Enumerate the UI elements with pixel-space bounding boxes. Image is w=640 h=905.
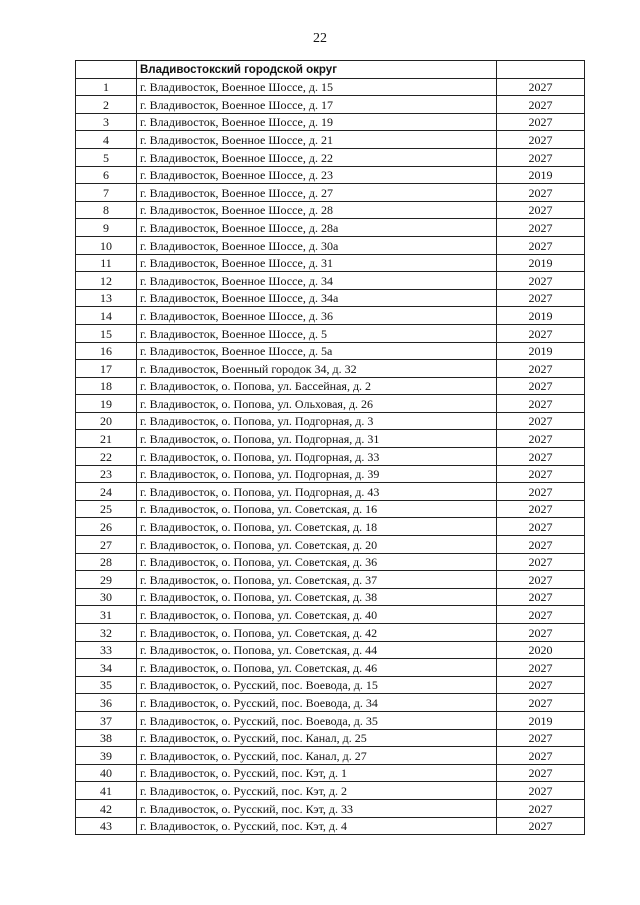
row-number: 31 [76, 606, 137, 624]
row-address: г. Владивосток, Военное Шоссе, д. 15 [137, 78, 497, 96]
row-year: 2027 [497, 764, 585, 782]
table-row [76, 201, 585, 219]
row-year: 2019 [497, 166, 585, 184]
row-number: 1 [76, 78, 137, 96]
table-row [76, 78, 585, 96]
row-address: г. Владивосток, о. Попова, ул. Подгорная, д. 33 [137, 448, 497, 466]
row-year: 2027 [497, 148, 585, 166]
table-row [76, 518, 585, 536]
table-row [76, 254, 585, 272]
row-year: 2019 [497, 711, 585, 729]
table-row [76, 694, 585, 712]
row-number: 16 [76, 342, 137, 360]
row-address: г. Владивосток, о. Попова, ул. Ольховая, д. 26 [137, 395, 497, 413]
row-number: 22 [76, 448, 137, 466]
table-row [76, 465, 585, 483]
row-address: г. Владивосток, о. Попова, ул. Подгорная, д. 31 [137, 430, 497, 448]
row-address: г. Владивосток, о. Попова, ул. Советская, д. 37 [137, 571, 497, 589]
row-number: 27 [76, 536, 137, 554]
table-row [76, 729, 585, 747]
row-number: 20 [76, 412, 137, 430]
row-year: 2027 [497, 659, 585, 677]
row-address: г. Владивосток, о. Попова, ул. Советская, д. 40 [137, 606, 497, 624]
table-row [76, 148, 585, 166]
table-row [76, 395, 585, 413]
row-number: 42 [76, 799, 137, 817]
row-year: 2027 [497, 729, 585, 747]
table-row [76, 588, 585, 606]
row-year: 2027 [497, 588, 585, 606]
row-address: г. Владивосток, о. Попова, ул. Подгорная, д. 43 [137, 483, 497, 501]
row-year: 2027 [497, 184, 585, 202]
table-row [76, 113, 585, 131]
table-row [76, 764, 585, 782]
table-row [76, 166, 585, 184]
row-number: 32 [76, 624, 137, 642]
row-number: 19 [76, 395, 137, 413]
page-number: 22 [313, 31, 327, 46]
row-address: г. Владивосток, Военное Шоссе, д. 22 [137, 148, 497, 166]
table-row [76, 571, 585, 589]
row-address: г. Владивосток, Военное Шоссе, д. 28 [137, 201, 497, 219]
row-address: г. Владивосток, о. Попова, ул. Советская, д. 44 [137, 641, 497, 659]
row-year: 2027 [497, 78, 585, 96]
section-empty-cell [76, 61, 137, 79]
row-number: 9 [76, 219, 137, 237]
row-number: 29 [76, 571, 137, 589]
row-number: 10 [76, 236, 137, 254]
row-number: 11 [76, 254, 137, 272]
row-address: г. Владивосток, о. Русский, пос. Кэт, д. 2 [137, 782, 497, 800]
row-address: г. Владивосток, Военное Шоссе, д. 34 [137, 272, 497, 290]
row-number: 37 [76, 711, 137, 729]
row-number: 23 [76, 465, 137, 483]
row-address: г. Владивосток, о. Попова, ул. Советская, д. 46 [137, 659, 497, 677]
table-row [76, 131, 585, 149]
row-address: г. Владивосток, о. Попова, ул. Бассейная, д. 2 [137, 377, 497, 395]
table-row [76, 747, 585, 765]
row-year: 2027 [497, 395, 585, 413]
table-row [76, 659, 585, 677]
row-year: 2027 [497, 694, 585, 712]
row-number: 3 [76, 113, 137, 131]
row-address: г. Владивосток, Военный городок 34, д. 32 [137, 360, 497, 378]
row-year: 2027 [497, 201, 585, 219]
row-year: 2027 [497, 747, 585, 765]
row-address: г. Владивосток, о. Русский, пос. Канал, д. 27 [137, 747, 497, 765]
row-year: 2027 [497, 676, 585, 694]
table-row [76, 500, 585, 518]
row-year: 2027 [497, 465, 585, 483]
table-row [76, 96, 585, 114]
table-row [76, 184, 585, 202]
row-address: г. Владивосток, Военное Шоссе, д. 5 [137, 324, 497, 342]
row-year: 2027 [497, 131, 585, 149]
row-year: 2027 [497, 96, 585, 114]
row-address: г. Владивосток, о. Попова, ул. Советская, д. 42 [137, 624, 497, 642]
table-row [76, 307, 585, 325]
table-row [76, 430, 585, 448]
row-address: г. Владивосток, Военное Шоссе, д. 5а [137, 342, 497, 360]
row-number: 38 [76, 729, 137, 747]
row-address: г. Владивосток, о. Попова, ул. Советская, д. 38 [137, 588, 497, 606]
table-row [76, 782, 585, 800]
row-address: г. Владивосток, о. Русский, пос. Кэт, д. 33 [137, 799, 497, 817]
row-year: 2027 [497, 360, 585, 378]
row-address: г. Владивосток, о. Русский, пос. Кэт, д. 4 [137, 817, 497, 835]
row-year: 2027 [497, 500, 585, 518]
table-row [76, 641, 585, 659]
row-number: 40 [76, 764, 137, 782]
row-address: г. Владивосток, Военное Шоссе, д. 17 [137, 96, 497, 114]
row-number: 13 [76, 289, 137, 307]
row-number: 25 [76, 500, 137, 518]
row-number: 4 [76, 131, 137, 149]
row-year: 2027 [497, 412, 585, 430]
row-address: г. Владивосток, Военное Шоссе, д. 23 [137, 166, 497, 184]
row-number: 41 [76, 782, 137, 800]
row-number: 14 [76, 307, 137, 325]
row-number: 21 [76, 430, 137, 448]
table-row [76, 412, 585, 430]
row-number: 26 [76, 518, 137, 536]
row-number: 15 [76, 324, 137, 342]
table-row [76, 219, 585, 237]
table-row [76, 624, 585, 642]
row-number: 30 [76, 588, 137, 606]
row-year: 2027 [497, 606, 585, 624]
row-number: 6 [76, 166, 137, 184]
row-year: 2027 [497, 553, 585, 571]
row-address: г. Владивосток, Военное Шоссе, д. 19 [137, 113, 497, 131]
row-number: 5 [76, 148, 137, 166]
row-number: 28 [76, 553, 137, 571]
row-address: г. Владивосток, о. Попова, ул. Советская, д. 18 [137, 518, 497, 536]
row-address: г. Владивосток, о. Русский, пос. Кэт, д. 1 [137, 764, 497, 782]
table-row [76, 676, 585, 694]
row-number: 18 [76, 377, 137, 395]
row-year: 2027 [497, 377, 585, 395]
row-address: г. Владивосток, о. Русский, пос. Воевода, д. 34 [137, 694, 497, 712]
table-row [76, 536, 585, 554]
row-year: 2027 [497, 430, 585, 448]
row-address: г. Владивосток, о. Попова, ул. Советская, д. 36 [137, 553, 497, 571]
row-address: г. Владивосток, Военное Шоссе, д. 36 [137, 307, 497, 325]
row-year: 2027 [497, 272, 585, 290]
row-address: г. Владивосток, о. Русский, пос. Воевода, д. 15 [137, 676, 497, 694]
table-row [76, 377, 585, 395]
row-year: 2019 [497, 254, 585, 272]
table-body [76, 61, 585, 835]
row-year: 2027 [497, 219, 585, 237]
row-number: 35 [76, 676, 137, 694]
row-address: г. Владивосток, о. Русский, пос. Воевода, д. 35 [137, 711, 497, 729]
registry-table [75, 60, 585, 835]
section-header-row [76, 61, 585, 79]
row-address: г. Владивосток, Военное Шоссе, д. 31 [137, 254, 497, 272]
row-year: 2019 [497, 342, 585, 360]
row-year: 2027 [497, 448, 585, 466]
table-row [76, 289, 585, 307]
row-year: 2027 [497, 236, 585, 254]
table-row [76, 483, 585, 501]
row-number: 34 [76, 659, 137, 677]
row-address: г. Владивосток, о. Попова, ул. Подгорная, д. 39 [137, 465, 497, 483]
row-year: 2027 [497, 624, 585, 642]
table-row [76, 360, 585, 378]
row-number: 39 [76, 747, 137, 765]
row-year: 2027 [497, 817, 585, 835]
row-year: 2019 [497, 307, 585, 325]
row-address: г. Владивосток, о. Попова, ул. Подгорная, д. 3 [137, 412, 497, 430]
table-row [76, 448, 585, 466]
row-address: г. Владивосток, Военное Шоссе, д. 27 [137, 184, 497, 202]
table-row [76, 606, 585, 624]
table-row [76, 711, 585, 729]
row-address: г. Владивосток, Военное Шоссе, д. 28а [137, 219, 497, 237]
table-row [76, 272, 585, 290]
row-address: г. Владивосток, о. Русский, пос. Канал, д. 25 [137, 729, 497, 747]
row-year: 2020 [497, 641, 585, 659]
row-year: 2027 [497, 782, 585, 800]
row-number: 43 [76, 817, 137, 835]
table-row [76, 799, 585, 817]
row-address: г. Владивосток, Военное Шоссе, д. 30а [137, 236, 497, 254]
row-number: 8 [76, 201, 137, 219]
row-year: 2027 [497, 518, 585, 536]
row-year: 2027 [497, 536, 585, 554]
row-number: 2 [76, 96, 137, 114]
section-title: Владивостокский городской округ [137, 61, 497, 79]
row-address: г. Владивосток, Военное Шоссе, д. 21 [137, 131, 497, 149]
row-number: 17 [76, 360, 137, 378]
row-address: г. Владивосток, о. Попова, ул. Советская, д. 16 [137, 500, 497, 518]
row-year: 2027 [497, 113, 585, 131]
row-number: 12 [76, 272, 137, 290]
row-year: 2027 [497, 483, 585, 501]
row-year: 2027 [497, 324, 585, 342]
row-year: 2027 [497, 799, 585, 817]
table-row [76, 817, 585, 835]
row-address: г. Владивосток, Военное Шоссе, д. 34а [137, 289, 497, 307]
row-address: г. Владивосток, о. Попова, ул. Советская, д. 20 [137, 536, 497, 554]
row-number: 7 [76, 184, 137, 202]
table-row [76, 236, 585, 254]
table-row [76, 324, 585, 342]
row-year: 2027 [497, 289, 585, 307]
section-empty-cell [497, 61, 585, 79]
table-row [76, 553, 585, 571]
row-number: 33 [76, 641, 137, 659]
row-number: 36 [76, 694, 137, 712]
row-number: 24 [76, 483, 137, 501]
table-row [76, 342, 585, 360]
row-year: 2027 [497, 571, 585, 589]
